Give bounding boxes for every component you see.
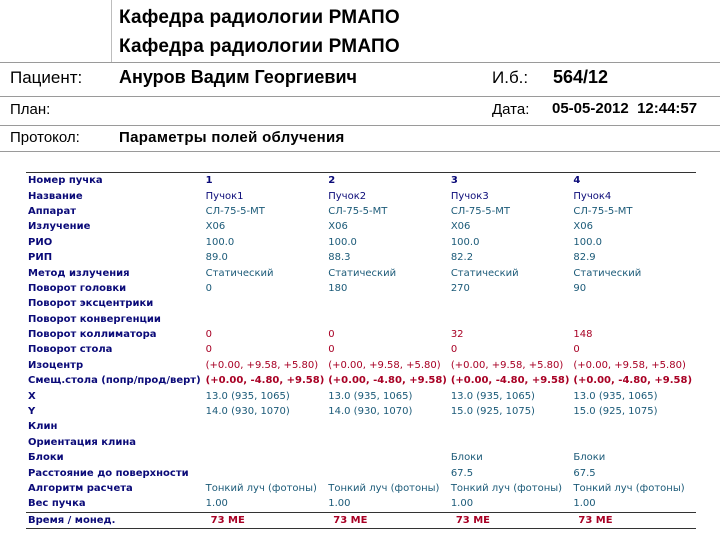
beam-3-cell [451,419,574,434]
row-label: Аппарат [28,205,77,217]
beam-4-cell: Блоки [573,452,606,464]
table-row [26,235,696,250]
beam-1-cell: 0 [205,344,213,356]
beam-2-cell [328,450,451,465]
beam-3-cell: 1.00 [450,498,474,510]
row-label: Ориентация клина [28,436,136,448]
beam-4-cell: 0 [573,344,580,356]
beam-1-cell: Тонкий луч (фотоны) [205,483,317,494]
beam-4-cell: Пучок4 [573,190,612,202]
row-label: Вес пучка [28,498,86,510]
beam-4-cell: 67.5 [573,467,596,479]
beam-1-cell: 73 МЕ [206,512,329,528]
beam-2-cell: 14.0 (930, 1070) [328,406,413,418]
beam-2-cell [328,296,451,311]
beam-2-cell: Тонкий луч (фотоны) [328,483,440,494]
beam-1-cell [206,296,329,311]
header-divider [111,0,112,62]
table-row [26,188,696,203]
row-label: Поворот стола [28,344,113,356]
beam-1-cell: Пучок1 [205,190,244,202]
table-row [26,250,696,265]
beam-3-cell [451,296,574,311]
beam-4-cell [573,296,696,311]
beam-3-cell: Тонкий луч (фотоны) [450,483,563,494]
beam-3-cell [451,435,574,450]
patient-row [0,62,720,97]
row-label: Алгоритм расчета [28,483,133,494]
beam-1-cell: X06 [205,221,226,233]
beam-1-cell: 1.00 [205,498,228,510]
date-label: Дата: [492,101,530,118]
beam-1-cell: (+0.00, -4.80, +9.58) [205,375,325,387]
row-label: Излучение [28,221,91,233]
beam-1-cell [206,450,329,465]
case-id-label: И.б.: [492,68,529,87]
table-row [26,204,696,219]
table-row [26,281,696,296]
beam-4-cell: Статический [573,267,642,279]
beam-1-cell: (+0.00, +9.58, +5.80) [205,359,319,371]
row-label: Номер пучка [28,175,103,187]
beam-2-cell: Статический [328,267,397,279]
beam-3-cell: 13.0 (935, 1065) [450,390,535,402]
beam-4-cell: 1.00 [573,498,596,510]
beam-2-cell: 88.3 [328,252,351,264]
beam-4-cell [573,435,696,450]
patient-label: Пациент: [10,68,83,87]
beam-1-cell: 14.0 (930, 1070) [205,406,290,418]
row-label: Поворот коллиматора [28,329,157,341]
beam-4-cell: 73 МЕ [573,512,696,528]
beam-3-cell: Блоки [450,452,483,464]
beam-1-cell: 89.0 [205,252,228,264]
beam-2-cell: 0 [328,344,335,356]
beam-3-cell: (+0.00, -4.80, +9.58) [450,375,570,387]
beam-2-cell: СЛ-75-5-МТ [328,205,388,217]
beam-3-cell: 67.5 [450,467,474,479]
beam-1-cell: 0 [205,282,213,294]
table-row [26,342,696,357]
beam-2-cell [328,435,451,450]
beam-4-cell: СЛ-75-5-МТ [573,205,633,217]
beam-2-cell: 100.0 [328,236,357,248]
beam-4-cell: 148 [573,329,593,341]
beam-3-cell: 270 [450,282,470,294]
beam-4-cell: 15.0 (925, 1075) [573,406,658,418]
row-label: Поворот конвергенции [28,313,161,325]
beam-3-cell: Статический [450,267,519,279]
table-row [26,312,696,327]
beam-3-cell: 73 МЕ [451,512,574,528]
protocol-row [0,125,720,152]
beam-1-cell [206,435,329,450]
beam-2-cell [328,465,451,480]
beam-3-cell: 0 [450,344,458,356]
beam-4-cell: X06 [573,221,593,233]
row-label: Метод излучения [28,267,130,279]
beam-4-cell: 13.0 (935, 1065) [573,390,658,402]
beam-3-cell: Пучок3 [450,190,489,202]
beam-2-cell: 0 [328,329,335,341]
beam-3-cell: 100.0 [450,236,480,248]
beam-1-cell [206,312,329,327]
plan-label: План: [10,101,51,118]
beam-3-cell: 82.2 [450,252,474,264]
beam-2-cell: 180 [328,282,348,294]
beam-4-cell: (+0.00, -4.80, +9.58) [573,375,693,387]
beam-3-cell: 15.0 (925, 1075) [450,406,535,418]
row-label: Время / монед. [26,512,206,528]
table-row [26,496,696,512]
row-label: Клин [28,421,58,433]
beam-3-cell: X06 [450,221,471,233]
department-subtitle: Кафедра радиологии РМАПО [119,36,400,57]
beam-2-cell: (+0.00, +9.58, +5.80) [328,359,441,371]
protocol-value: Параметры полей облучения [119,129,345,146]
table-row [26,419,696,434]
protocol-label: Протокол: [10,129,80,146]
beam-1-cell: СЛ-75-5-МТ [205,205,265,217]
beam-1-cell [206,419,329,434]
row-label: Блоки [28,452,64,464]
beam-1-cell: 13.0 (935, 1065) [205,390,290,402]
beam-4-cell [573,419,696,434]
table-row [26,388,696,403]
table-row [26,373,696,388]
table-row [26,465,696,480]
table-row [26,435,696,450]
case-id-value: 564/12 [553,67,609,87]
table-row [26,327,696,342]
row-label: Смещ.стола (попр/прод/верт) [28,375,201,387]
beam-2-cell: 1.00 [328,498,351,510]
table-row [26,512,696,528]
table-row [26,296,696,311]
beam-2-cell: Пучок2 [328,190,367,202]
beam-1-cell: 1 [205,175,213,187]
beam-4-cell: 90 [573,282,587,294]
beam-2-cell: (+0.00, -4.80, +9.58) [328,375,447,387]
beam-4-cell: 100.0 [573,236,603,248]
beam-3-cell [451,312,574,327]
table-row [26,481,696,496]
beam-4-cell: 82.9 [573,252,596,264]
beam-3-cell: СЛ-75-5-МТ [450,205,510,217]
date-value: 05-05-2012 12:44:57 [552,100,698,117]
beam-parameters-table [26,172,696,529]
row-label: Изоцентр [28,359,84,371]
beam-2-cell: X06 [328,221,348,233]
table-row [26,173,696,189]
beam-2-cell: 73 МЕ [328,512,451,528]
beam-4-cell: (+0.00, +9.58, +5.80) [573,359,686,371]
table-row [26,265,696,280]
row-label: Поворот головки [28,282,127,294]
beam-3-cell: 32 [450,329,464,341]
beam-1-cell [206,465,329,480]
beam-3-cell: 3 [450,175,458,187]
row-label: РИО [28,236,53,248]
beam-4-cell [573,312,696,327]
row-label: Y [28,406,36,418]
table-row [26,404,696,419]
beam-1-cell: 0 [205,329,213,341]
beam-4-cell: Тонкий луч (фотоны) [573,483,685,494]
row-label: Название [28,190,83,202]
row-label: Поворот эксцентрики [28,298,154,310]
beam-4-cell: 4 [573,175,581,187]
patient-name: Ануров Вадим Георгиевич [119,67,357,87]
beam-2-cell [328,312,451,327]
row-label: РИП [28,252,53,264]
table-row [26,450,696,465]
table-row [26,358,696,373]
beam-3-cell: (+0.00, +9.58, +5.80) [450,359,564,371]
beam-1-cell: 100.0 [205,236,235,248]
row-label: X [28,390,36,402]
beam-2-cell: 2 [328,175,336,187]
beam-2-cell: 13.0 (935, 1065) [328,390,413,402]
beam-1-cell: Статический [205,267,274,279]
row-label: Расстояние до поверхности [28,467,189,479]
table-row [26,219,696,234]
department-title: Кафедра радиологии РМАПО [119,7,400,28]
beam-2-cell [328,419,451,434]
